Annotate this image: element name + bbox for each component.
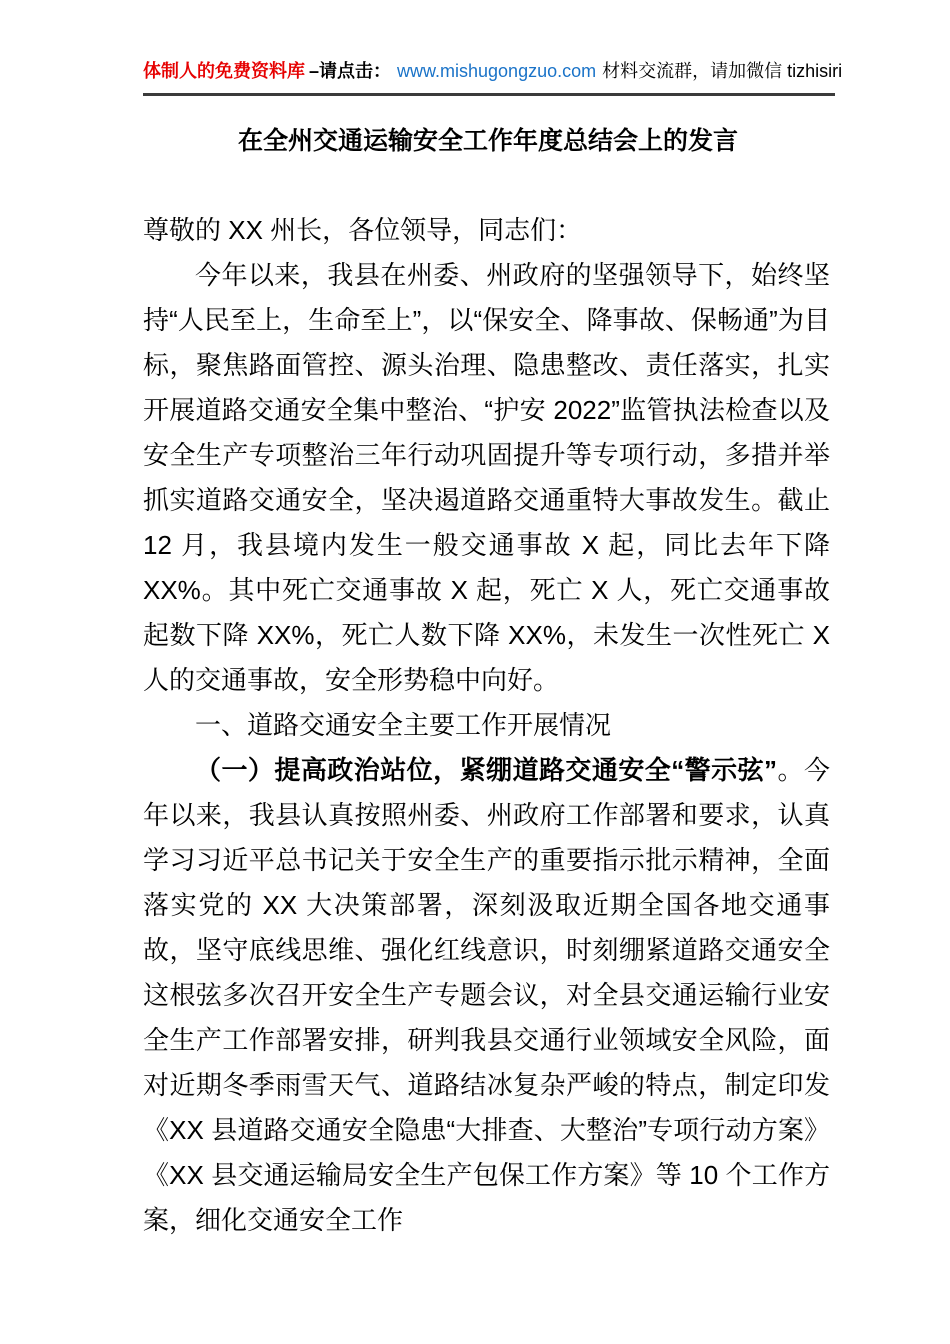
section-heading: 一、道路交通安全主要工作开展情况 xyxy=(195,710,612,740)
greeting-line: 尊敬的 XX 州长，各位领导，同志们： xyxy=(143,215,583,245)
subsection-bold-lead: （一）提高政治站位，紧绷道路交通安全“警示弦” xyxy=(195,755,778,785)
intro-paragraph: 今年以来，我县在州委、州政府的坚强领导下，始终坚持“人民至上，生命至上”，以“保安全、降事故、保畅通”为目标，聚焦路面管控、源头治理、隐患整改、责任落实，扎实开展道路交通安全集中整治、“护安 2022”监管执法检查以及安全生产专项整治三年行动巩固提升等专项行动，多措并举抓实道路交通安全，坚决遏道路交通重特大事故发生。截止 12 月，我县境内发生一般交通事故 X 起，同比去年下降 XX%。其中死亡交通事故 X 起，死亡 X 人，死亡交通事故起数下降 XX%，死亡人数下降 XX%，未发生一次性死亡 X 人的交通事故，安全形势稳中向好。 xyxy=(143,260,830,695)
subsection-paragraph xyxy=(143,748,830,1243)
promo-brand-text: 体制人的免费资料库 xyxy=(143,61,305,81)
promo-suffix-text: 材料交流群，请加微信 tizhisiri xyxy=(602,61,843,81)
subsection-body-text: 。今年以来，我县认真按照州委、州政府工作部署和要求，认真学习习近平总书记关于安全生产的重要指示批示精神，全面落实党的 XX 大决策部署，深刻汲取近期全国各地交通事故，坚守底线思维、强化红线意识，时刻绷紧道路交通安全这根弦多次召开安全生产专题会议，对全县交通运输行业安全生产工作部署安排，研判我县交通行业领域安全风险，面对近期冬季雨雪天气、道路结冰复杂严峻的特点，制定印发《XX 县道路交通安全隐患“大排查、大整治”专项行动方案》《XX 县交通运输局安全生产包保工作方案》等 10 个工作方案，细化交通安全工作 xyxy=(143,755,830,1235)
promo-link[interactable]: www.mishugongzuo.com xyxy=(397,61,597,81)
promo-header xyxy=(143,56,843,96)
promo-note-text: –请点击： xyxy=(309,61,392,81)
document-title: 在全州交通运输安全工作年度总结会上的发言 xyxy=(237,127,738,155)
document-body xyxy=(143,208,830,1243)
